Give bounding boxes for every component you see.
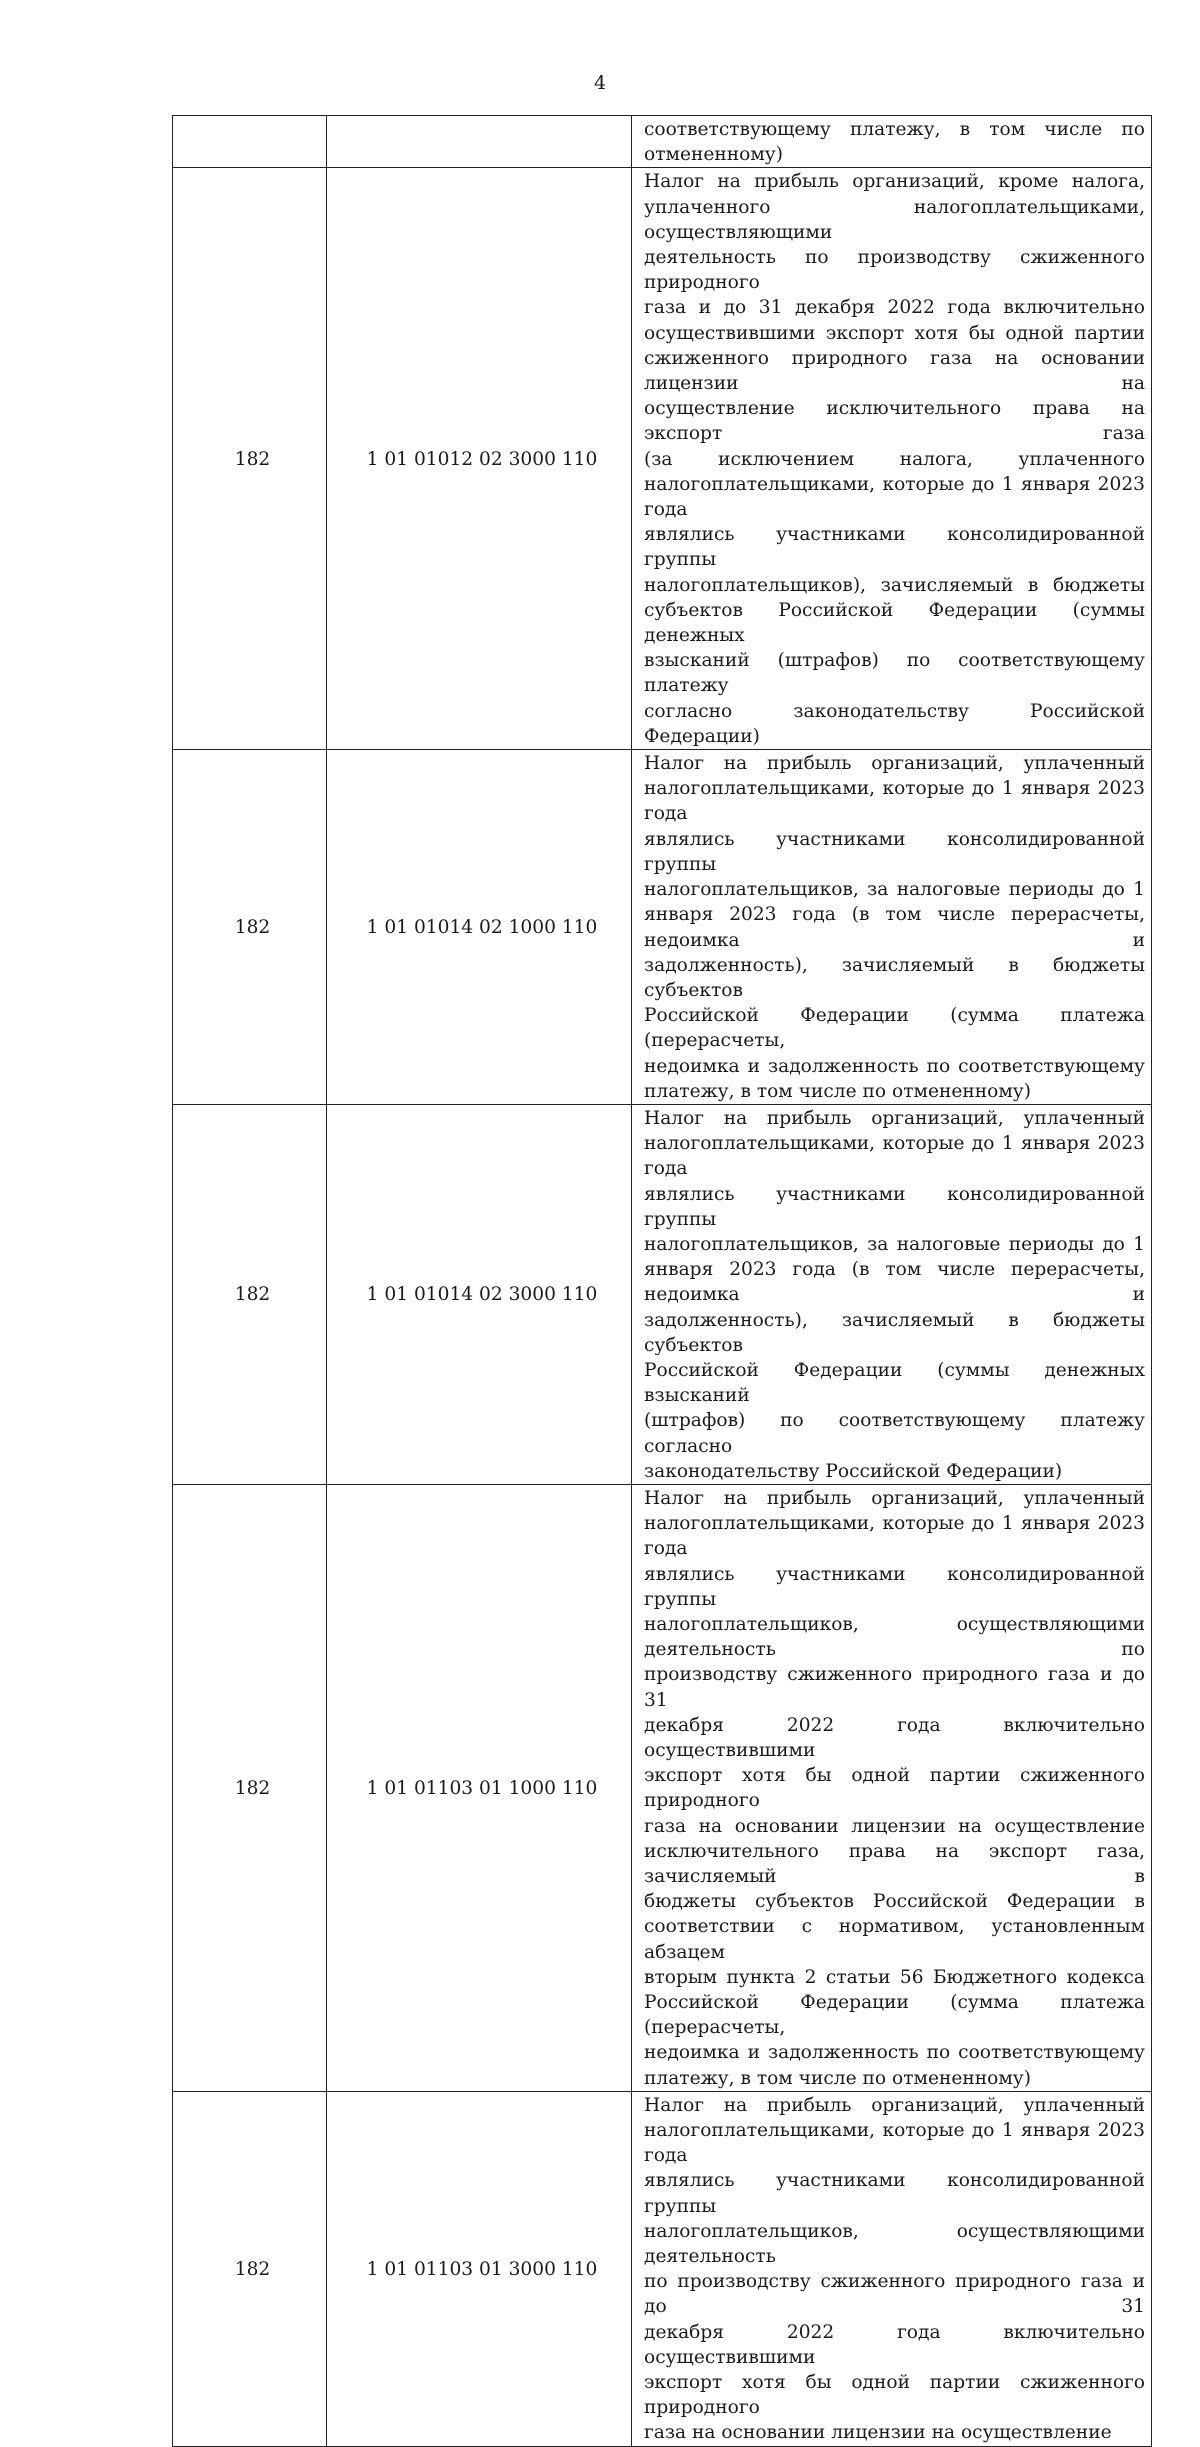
admin-code-cell: 182 bbox=[173, 2091, 327, 2446]
description-line: налогоплательщиков), зачисляемый в бюджеты bbox=[644, 574, 1145, 596]
budget-classification-code-cell: 1 01 01014 02 3000 110 bbox=[327, 1104, 632, 1484]
description-line: налогоплательщиками, которые до 1 января 2023 года bbox=[644, 473, 1145, 521]
description-line: декабря 2022 года включительно осуществившими bbox=[644, 1714, 1145, 1761]
description-line: задолженность), зачисляемый в бюджеты субъектов bbox=[644, 954, 1145, 1001]
description-line: налогоплательщиков, осуществляющими деятельность по bbox=[644, 1613, 1145, 1661]
description-line: Налог на прибыль организаций, кроме налога, bbox=[644, 171, 1145, 193]
description-line: экспорт хотя бы одной партии сжиженного природного bbox=[644, 2372, 1145, 2419]
description-line: налогоплательщиков, осуществляющими деятельность bbox=[644, 2220, 1145, 2268]
description-line: налогоплательщиками, которые до 1 января 2023 года bbox=[644, 778, 1145, 825]
budget-classification-code-cell: 1 01 01103 01 1000 110 bbox=[327, 1484, 632, 2091]
description-line: взысканий (штрафов) по соответствующему платежу bbox=[644, 650, 1145, 697]
description-line: согласно законодательству Российской Федерации) bbox=[644, 700, 1145, 747]
description-line: Налог на прибыль организаций, уплаченный bbox=[644, 753, 1145, 775]
admin-code-cell: 182 bbox=[173, 1484, 327, 2091]
admin-code-cell bbox=[173, 116, 327, 168]
description-line: января 2023 года (в том числе перерасчеты, недоимка и bbox=[644, 904, 1145, 951]
admin-code-cell: 182 bbox=[173, 750, 327, 1105]
description-line: января 2023 года (в том числе перерасчеты, недоимка и bbox=[644, 1259, 1145, 1306]
description-line: по производству сжиженного природного газа и до 31 bbox=[644, 2271, 1145, 2318]
description-line: Российской Федерации (суммы денежных взысканий bbox=[644, 1359, 1145, 1407]
description-line: осуществившими экспорт хотя бы одной партии bbox=[644, 322, 1145, 344]
description-line: платежу, в том числе по отмененному) bbox=[644, 1080, 1031, 1102]
description-line: исключительного права на экспорт газа, зачисляемый в bbox=[644, 1840, 1145, 1888]
budget-classification-code-cell: 1 01 01103 01 3000 110 bbox=[327, 2091, 632, 2446]
description-line: производству сжиженного природного газа и до 31 bbox=[644, 1664, 1145, 1711]
description-line: вторым пункта 2 статьи 56 Бюджетного кодекса bbox=[644, 1966, 1145, 1988]
description-line: Российской Федерации (сумма платежа (перерасчеты, bbox=[644, 1005, 1145, 1052]
description-line: законодательству Российской Федерации) bbox=[644, 1460, 1063, 1482]
description-line: являлись участниками консолидированной группы bbox=[644, 1183, 1145, 1230]
description-line: соответствующему платежу, в том числе по bbox=[644, 119, 1145, 140]
description-line: налогоплательщиками, которые до 1 января 2023 года bbox=[644, 1513, 1145, 1560]
description-line: Налог на прибыль организаций, уплаченный bbox=[644, 1487, 1145, 1509]
description-line: бюджеты субъектов Российской Федерации в bbox=[644, 1891, 1145, 1913]
description-line: субъектов Российской Федерации (суммы денежных bbox=[644, 599, 1145, 647]
table-row bbox=[173, 168, 1152, 750]
description-line: налогоплательщиков, за налоговые периоды до 1 bbox=[644, 879, 1145, 901]
revenue-name-cell bbox=[632, 1104, 1152, 1484]
page-number: 4 bbox=[593, 72, 607, 94]
description-line: Российской Федерации (сумма платежа (перерасчеты, bbox=[644, 1992, 1145, 2039]
description-line: газа на основании лицензии на осуществление bbox=[644, 2422, 1112, 2444]
description-line: недоимка и задолженность по соответствующему bbox=[644, 2042, 1145, 2064]
description-line: Налог на прибыль организаций, уплаченный bbox=[644, 2094, 1145, 2116]
description-line: являлись участниками консолидированной группы bbox=[644, 1563, 1145, 1610]
description-line: являлись участниками консолидированной группы bbox=[644, 828, 1145, 875]
description-line: недоимка и задолженность по соответствующему bbox=[644, 1055, 1145, 1077]
description-line: декабря 2022 года включительно осуществившими bbox=[644, 2321, 1145, 2368]
description-line: уплаченного налогоплательщиками, осуществляющими bbox=[644, 196, 1145, 243]
description-line: налогоплательщиками, которые до 1 января 2023 года bbox=[644, 2120, 1145, 2167]
description-line: газа и до 31 декабря 2022 года включительно bbox=[644, 297, 1145, 319]
description-line: являлись участниками консолидированной группы bbox=[644, 524, 1145, 571]
description-line: соответствии с нормативом, установленным абзацем bbox=[644, 1916, 1145, 1963]
description-line: налогоплательщиками, которые до 1 января 2023 года bbox=[644, 1133, 1145, 1180]
description-line: налогоплательщиков, за налоговые периоды до 1 bbox=[644, 1233, 1145, 1255]
description-line: (штрафов) по соответствующему платежу согласно bbox=[644, 1410, 1145, 1457]
description-line: отмененному) bbox=[644, 144, 783, 166]
table-row bbox=[173, 2091, 1152, 2446]
revenue-name-cell bbox=[632, 1484, 1152, 2091]
budget-code-table bbox=[172, 115, 1152, 2447]
description-line: осуществление исключительного права на экспорт газа bbox=[644, 398, 1145, 445]
admin-code-cell: 182 bbox=[173, 1104, 327, 1484]
description-line: (за исключением налога, уплаченного bbox=[644, 448, 1145, 470]
admin-code-cell: 182 bbox=[173, 168, 327, 750]
budget-classification-code-cell bbox=[327, 116, 632, 168]
revenue-name-cell bbox=[632, 168, 1152, 750]
revenue-name-cell bbox=[632, 116, 1152, 168]
revenue-name-cell bbox=[632, 2091, 1152, 2446]
description-line: платежу, в том числе по отмененному) bbox=[644, 2067, 1031, 2089]
table-row bbox=[173, 1484, 1152, 2091]
budget-classification-code-cell: 1 01 01014 02 1000 110 bbox=[327, 750, 632, 1105]
description-line: газа на основании лицензии на осуществление bbox=[644, 1815, 1145, 1837]
budget-classification-code-cell: 1 01 01012 02 3000 110 bbox=[327, 168, 632, 750]
table-row bbox=[173, 750, 1152, 1105]
table-row bbox=[173, 1104, 1152, 1484]
description-line: являлись участниками консолидированной группы bbox=[644, 2170, 1145, 2217]
description-line: деятельность по производству сжиженного природного bbox=[644, 247, 1145, 294]
table-row bbox=[173, 116, 1152, 168]
table-body bbox=[173, 116, 1152, 2447]
description-line: Налог на прибыль организаций, уплаченный bbox=[644, 1107, 1145, 1129]
revenue-name-cell bbox=[632, 750, 1152, 1105]
description-line: сжиженного природного газа на основании лицензии на bbox=[644, 347, 1145, 395]
description-line: задолженность), зачисляемый в бюджеты субъектов bbox=[644, 1309, 1145, 1356]
description-line: экспорт хотя бы одной партии сжиженного природного bbox=[644, 1765, 1145, 1812]
